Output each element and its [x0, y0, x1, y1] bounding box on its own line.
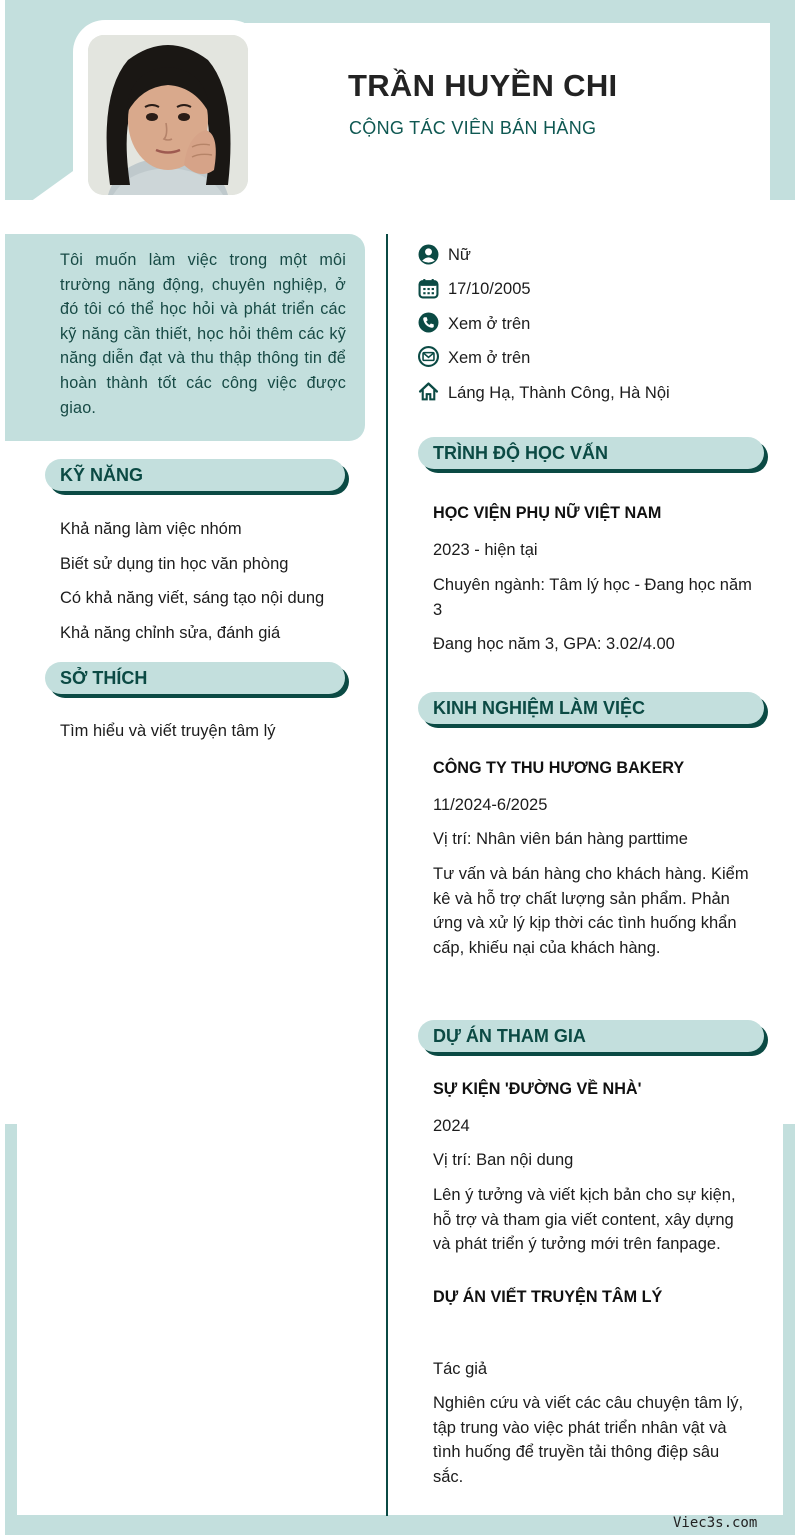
- skill-item: Khả năng chỉnh sửa, đánh giá: [60, 624, 281, 642]
- user-icon: [418, 244, 439, 265]
- education-period: 2023 - hiện tại: [433, 541, 538, 559]
- phone-text: Xem ở trên: [448, 315, 531, 333]
- job-title: CỘNG TÁC VIÊN BÁN HÀNG: [349, 118, 597, 138]
- watermark: Viec3s.com: [673, 1515, 758, 1531]
- project-description: Nghiên cứu và viết các câu chuyện tâm lý, tập trung vào việc phát triển nhân vật và tình huống để truyền tải thông điệp sâu sắc.: [433, 1394, 744, 1486]
- phone-icon: [418, 312, 439, 333]
- column-divider: [386, 234, 388, 1516]
- skills-heading: KỸ NĂNG: [45, 459, 345, 491]
- calendar-icon: [418, 278, 439, 299]
- birthday-text: 17/10/2005: [448, 280, 531, 298]
- objective-text: Tôi muốn làm việc trong một môi trường năng động, chuyên nghiệp, ở đó tôi có thể học hỏi và phát triển các kỹ năng cần thiết, học hỏi thêm các kỹ năng diễn đạt và thu thập thông tin để hoàn thành tốt các công việc được giao.: [60, 251, 346, 417]
- experience-heading: KINH NGHIỆM LÀM VIỆC: [418, 692, 764, 724]
- profile-photo: [88, 35, 248, 195]
- experience-period: 11/2024-6/2025: [433, 796, 548, 814]
- objective-box: [5, 234, 365, 441]
- project-year: 2024: [433, 1117, 470, 1135]
- project-name: SỰ KIỆN 'ĐƯỜNG VỀ NHÀ': [433, 1080, 642, 1098]
- experience-description: Tư vấn và bán hàng cho khách hàng. Kiểm kê và hỗ trợ chất lượng sản phẩm. Phản ứng và xử lý kịp thời các tình huống khẩn cấp, khiếu nại của khách hàng.: [433, 865, 749, 957]
- gender-text: Nữ: [448, 246, 471, 264]
- page-frame-left: [5, 1124, 17, 1535]
- home-icon: [418, 381, 439, 402]
- header-card: [245, 23, 770, 200]
- projects-heading: DỰ ÁN THAM GIA: [418, 1020, 764, 1052]
- hobby-item: Tìm hiểu và viết truyện tâm lý: [60, 722, 276, 740]
- address-text: Láng Hạ, Thành Công, Hà Nội: [448, 384, 670, 402]
- email-text: Xem ở trên: [448, 349, 531, 367]
- project-role: Tác giả: [433, 1360, 488, 1378]
- skill-item: Biết sử dụng tin học văn phòng: [60, 555, 289, 573]
- mail-icon: [418, 346, 439, 367]
- experience-position: Vị trí: Nhân viên bán hàng parttime: [433, 830, 688, 848]
- education-heading: TRÌNH ĐỘ HỌC VẤN: [418, 437, 764, 469]
- skill-item: Khả năng làm việc nhóm: [60, 520, 242, 538]
- project-description: Lên ý tưởng và viết kịch bản cho sự kiện, hỗ trợ và tham gia viết content, xây dựng và phát triển ý tưởng mới trên fanpage.: [433, 1186, 736, 1253]
- school-name: HỌC VIỆN PHỤ NỮ VIỆT NAM: [433, 504, 662, 522]
- education-major: Chuyên ngành: Tâm lý học - Đang học năm 3: [433, 576, 752, 619]
- education-gpa: Đang học năm 3, GPA: 3.02/4.00: [433, 635, 675, 653]
- candidate-name: TRẦN HUYỀN CHI: [348, 68, 618, 103]
- company-name: CÔNG TY THU HƯƠNG BAKERY: [433, 759, 685, 777]
- page-frame-right: [783, 1124, 795, 1535]
- project-role: Vị trí: Ban nội dung: [433, 1151, 574, 1169]
- skill-item: Có khả năng viết, sáng tạo nội dung: [60, 589, 325, 607]
- hobbies-heading: SỞ THÍCH: [45, 662, 345, 694]
- project-name: DỰ ÁN VIẾT TRUYỆN TÂM LÝ: [433, 1288, 663, 1306]
